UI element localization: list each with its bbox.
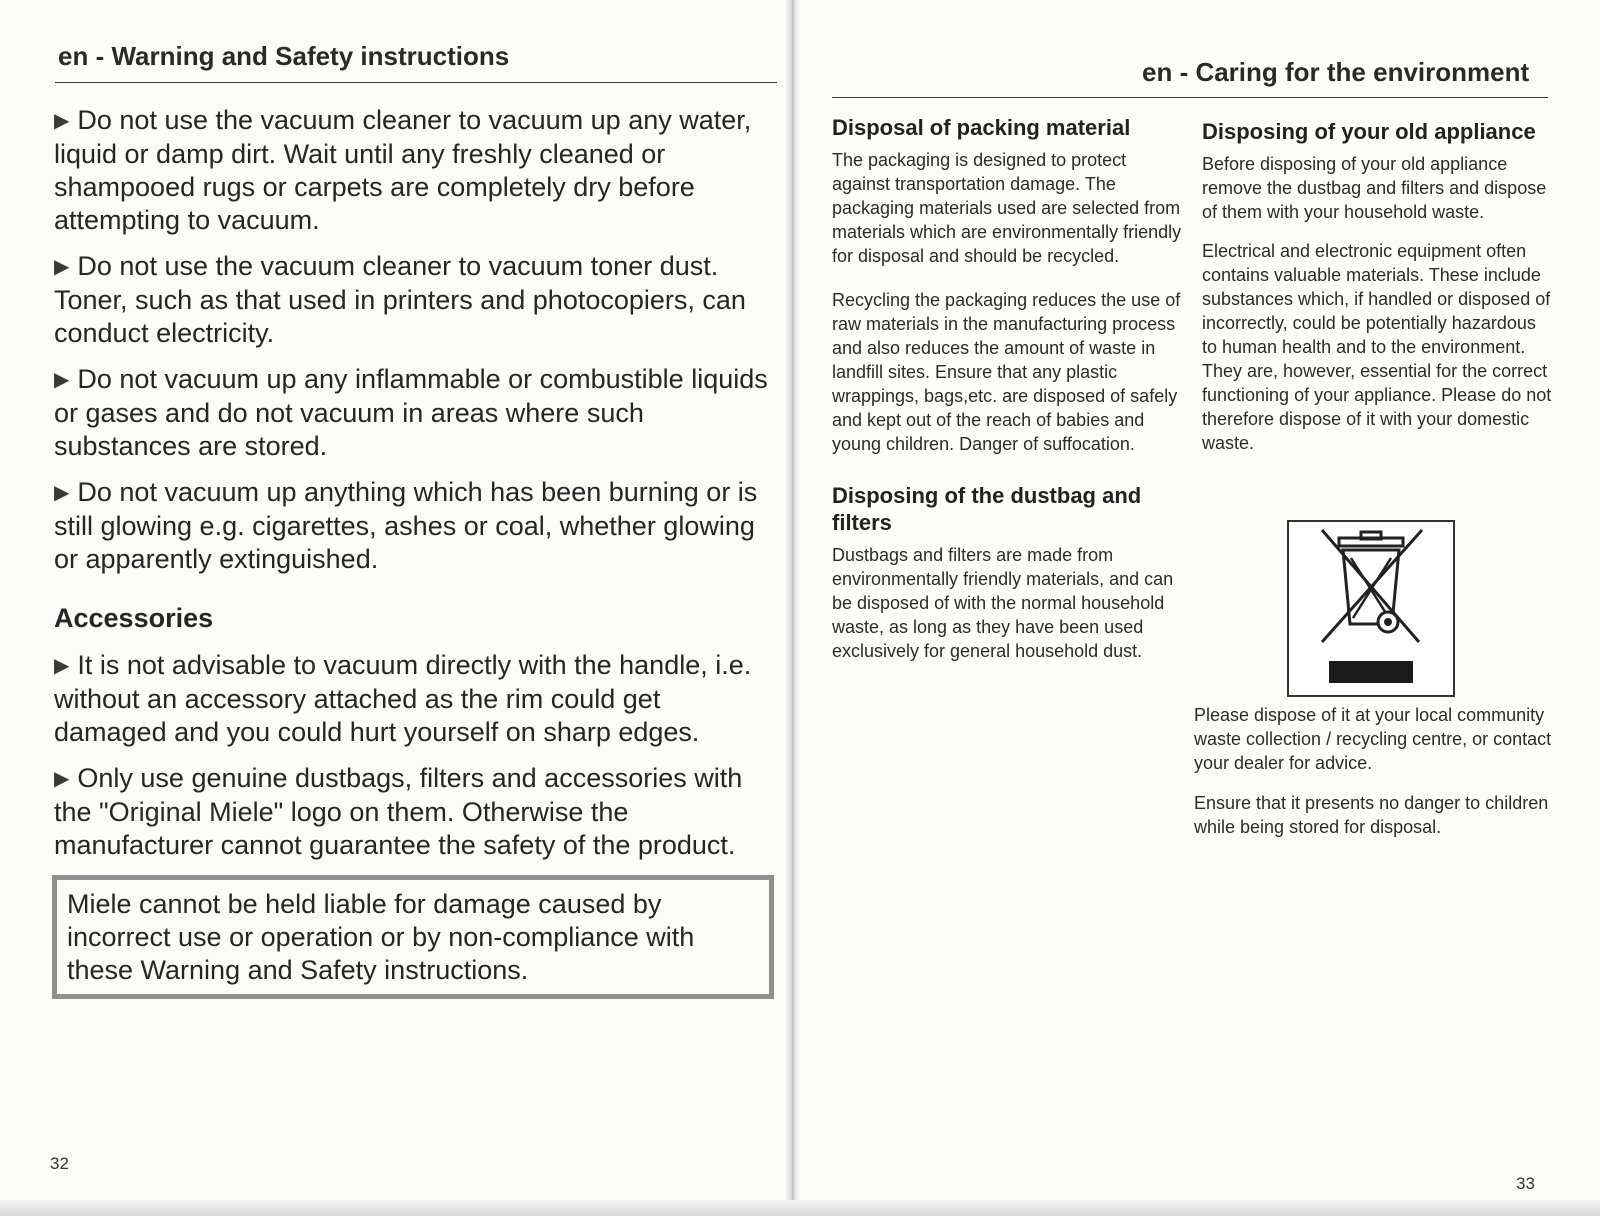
bullet-inflammable: ▶ Do not vacuum up any inflammable or combustible liquids or gases and do not vacuum in areas where such substances are stored. [54,364,768,461]
page-number-right: 33 [1516,1174,1535,1193]
arrow-bullet-icon: ▶ [54,369,70,391]
bullet-burning: ▶ Do not vacuum up anything which has been burning or is still glowing e.g. cigarettes, ashes or coal, whether glowing or apparently extinguished. [54,477,758,574]
crossed-out-wheelie-bin-icon [1289,522,1453,695]
right-column-2 [1202,118,1552,468]
arrow-bullet-icon: ▶ [54,110,70,132]
dustbag-paragraph: Dustbags and filters are made from environmentally friendly materials, and can be disposed of with the normal household waste, as long as they have been used exclusively for general household dust. [832,545,1174,661]
arrow-bullet-icon: ▶ [54,655,70,677]
page-number-left: 32 [50,1154,69,1173]
left-header-rule [55,82,777,83]
book-gutter [786,0,800,1216]
weee-symbol-box [1287,520,1455,697]
packing-paragraph-1: The packaging is designed to protect against transportation damage. The packaging materials used are selected from materials which are environmentally friendly for disposal and should be recycled. [832,150,1182,266]
dustbag-heading: Disposing of the dustbag and filters [832,483,1142,535]
arrow-bullet-icon: ▶ [54,768,70,790]
appliance-paragraph-1: Before disposing of your old appliance remove the dustbag and filters and dispose of them with your household waste. [1202,154,1547,222]
liability-notice: Miele cannot be held liable for damage caused by incorrect use or operation or by non-compliance with these Warning and Safety instructions. [52,875,774,999]
right-header-rule [832,97,1548,98]
arrow-bullet-icon: ▶ [54,256,70,278]
left-body [54,104,774,875]
packing-heading: Disposal of packing material [832,115,1131,140]
right-column-2-lower [1194,703,1554,852]
accessories-heading: Accessories [54,603,214,633]
right-section-header: en - Caring for the environment [1142,57,1530,87]
bullet-water: ▶ Do not use the vacuum cleaner to vacuum up any water, liquid or damp dirt. Wait until any freshly cleaned or shampooed rugs or carpets are completely dry before attempting to vacuum. [54,105,752,235]
left-section-header: en - Warning and Safety instructions [58,41,510,71]
bottom-edge-shadow [0,1200,1600,1216]
bullet-genuine: ▶ Only use genuine dustbags, filters and accessories with the "Original Miele" logo on them. Otherwise the manufacturer cannot guarantee the safety of the product. [54,763,743,860]
appliance-heading: Disposing of your old appliance [1202,119,1536,144]
left-page [0,0,793,1216]
right-column-1 [832,114,1184,676]
bullet-handle: ▶ It is not advisable to vacuum directly with the handle, i.e. without an accessory attached as the rim could get damaged and you could hurt yourself on sharp edges. [54,650,752,747]
bullet-toner: ▶ Do not use the vacuum cleaner to vacuum toner dust. Toner, such as that used in printers and photocopiers, can conduct electricity. [54,251,746,348]
appliance-paragraph-4: Ensure that it presents no danger to children while being stored for disposal. [1194,793,1549,837]
packing-paragraph-2: Recycling the packaging reduces the use of raw materials in the manufacturing process and also reduces the amount of waste in landfill sites. Ensure that any plastic wrappings, bags,etc. are disposed of safely and kept out of the reach of babies and young children. Danger of suffocation. [832,290,1181,454]
appliance-paragraph-2: Electrical and electronic equipment often contains valuable materials. These include substances which, if handled or disposed of incorrectly, could be potentially hazardous to human health and to the environment. They are, however, essential for the correct functioning of your appliance. Please do not therefore dispose of it with your domestic waste. [1202,241,1552,453]
arrow-bullet-icon: ▶ [54,482,70,504]
appliance-paragraph-3: Please dispose of it at your local community waste collection / recycling centre, or contact your dealer for advice. [1194,705,1552,773]
